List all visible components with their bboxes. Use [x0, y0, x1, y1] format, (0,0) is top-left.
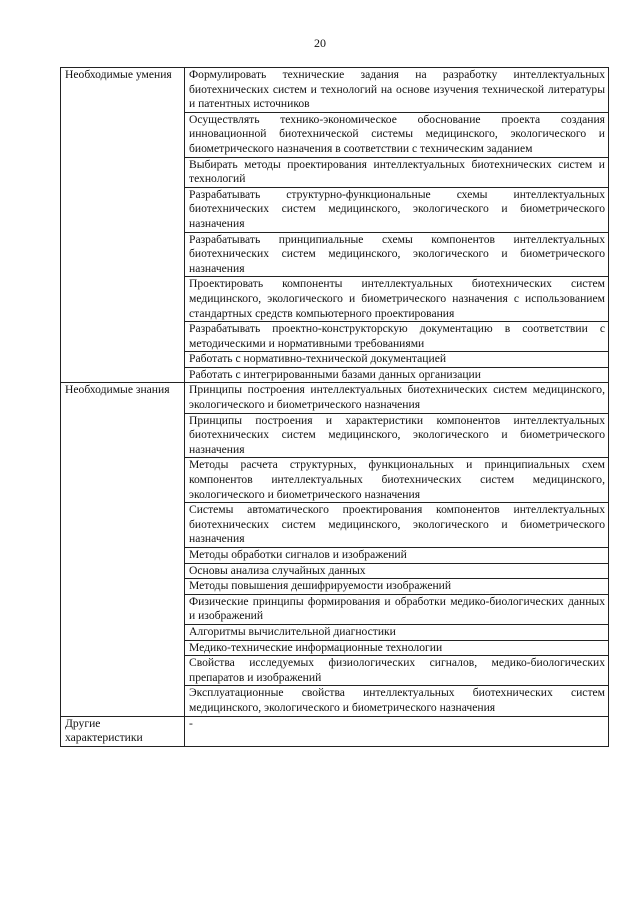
- skill-item: Выбирать методы проектирования интеллектуальных биотехнических систем и технологий: [185, 157, 609, 187]
- skill-item: Разрабатывать структурно-функциональные схемы интеллектуальных биотехнических систем медицинского, экологического и биометрического назначения: [185, 187, 609, 232]
- table-row: [61, 68, 609, 113]
- other-item: -: [185, 716, 609, 746]
- section-label-knowledge: Необходимые знания: [61, 383, 185, 716]
- skill-item: Проектировать компоненты интеллектуальных биотехнических систем медицинского, экологического и биометрического назначения с использованием стандартных средств компьютерного проектирования: [185, 277, 609, 322]
- knowledge-item: Системы автоматического проектирования компонентов интеллектуальных биотехнических систем медицинского, экологического и биометрического назначения: [185, 503, 609, 548]
- section-label-other: Другие характеристики: [61, 716, 185, 746]
- knowledge-item: Свойства исследуемых физиологических сигналов, медико-биологических препаратов и изображений: [185, 656, 609, 686]
- knowledge-item: Методы обработки сигналов и изображений: [185, 548, 609, 564]
- knowledge-item: Методы повышения дешифрируемости изображений: [185, 579, 609, 595]
- knowledge-item: Методы расчета структурных, функциональных и принципиальных схем компонентов интеллектуальных биотехнических систем медицинского, экологического и биометрического назначения: [185, 458, 609, 503]
- knowledge-item: Основы анализа случайных данных: [185, 563, 609, 579]
- knowledge-item: Принципы построения интеллектуальных биотехнических систем медицинского, экологического и биометрического назначения: [185, 383, 609, 413]
- knowledge-item: Медико-технические информационные технологии: [185, 640, 609, 656]
- table-row: [61, 716, 609, 746]
- skill-item: Осуществлять технико-экономическое обоснование проекта создания инновационной биотехнической системы медицинского, экологического и биометрического назначения в соответствии с техническим заданием: [185, 112, 609, 157]
- knowledge-item: Эксплуатационные свойства интеллектуальных биотехнических систем медицинского, экологического и биометрического назначения: [185, 686, 609, 716]
- page-number: 20: [314, 36, 326, 50]
- requirements-table: [60, 67, 609, 747]
- table-row: [61, 383, 609, 413]
- skill-item: Разрабатывать принципиальные схемы компонентов интеллектуальных биотехнических систем медицинского, экологического и биометрического назначения: [185, 232, 609, 277]
- section-label-skills: Необходимые умения: [61, 68, 185, 383]
- knowledge-item: Физические принципы формирования и обработки медико-биологических данных и изображений: [185, 594, 609, 624]
- skill-item: Формулировать технические задания на разработку интеллектуальных биотехнических систем и технологий на основе изучения технической литературы и патентных источников: [185, 68, 609, 113]
- knowledge-item: Принципы построения и характеристики компонентов интеллектуальных биотехнических систем медицинского, экологического и биометрического назначения: [185, 413, 609, 458]
- skill-item: Разрабатывать проектно-конструкторскую документацию в соответствии с методическими и нормативными требованиями: [185, 322, 609, 352]
- skill-item: Работать с интегрированными базами данных организации: [185, 367, 609, 383]
- knowledge-item: Алгоритмы вычислительной диагностики: [185, 624, 609, 640]
- skill-item: Работать с нормативно-технической документацией: [185, 352, 609, 368]
